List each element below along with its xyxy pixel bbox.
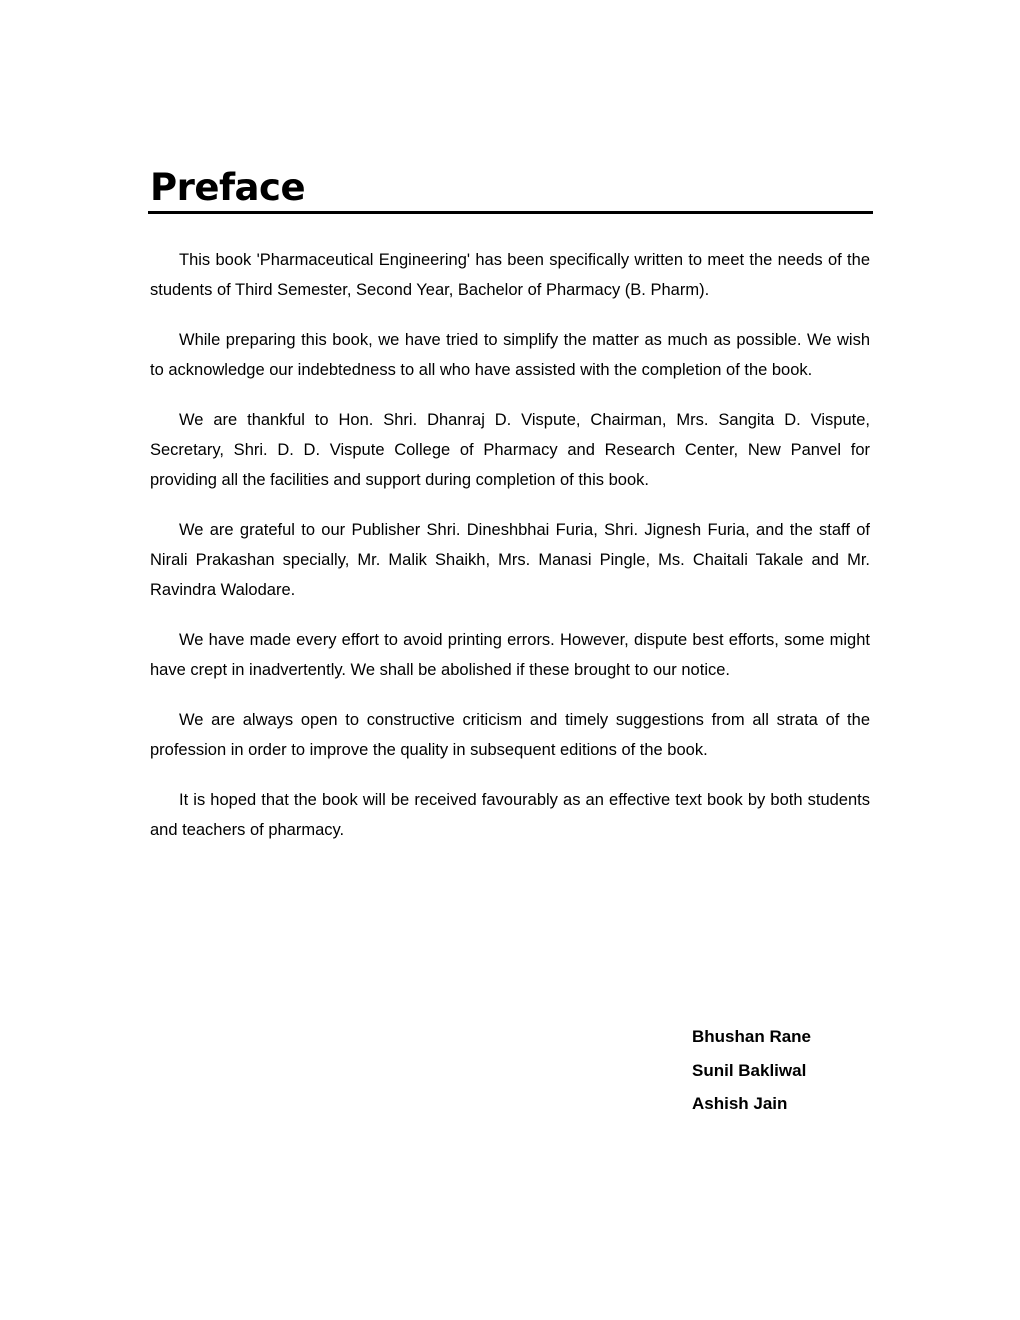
page-title: Preface xyxy=(150,166,306,209)
paragraph: We have made every effort to avoid printing errors. However, dispute best efforts, some might have crept in inadvertently. We shall be abolished if these brought to our notice. xyxy=(150,631,870,679)
paragraph: It is hoped that the book will be received favourably as an effective text book by both students and teachers of pharmacy. xyxy=(150,791,870,839)
paragraph: This book 'Pharmaceutical Engineering' has been specifically written to meet the needs of the students of Third Semester, Second Year, Bachelor of Pharmacy (B. Pharm). xyxy=(150,251,870,299)
paragraph: We are always open to constructive criticism and timely suggestions from all strata of the profession in order to improve the quality in subsequent editions of the book. xyxy=(150,711,870,759)
author-signatures xyxy=(692,1020,811,1121)
author-name: Ashish Jain xyxy=(692,1094,788,1113)
paragraph: We are thankful to Hon. Shri. Dhanraj D. Vispute, Chairman, Mrs. Sangita D. Vispute, Secretary, Shri. D. D. Vispute College of Pharmacy and Research Center, New Panvel for providing all the facilities and support during completion of this book. xyxy=(150,411,870,489)
preface-body xyxy=(150,245,870,865)
paragraph: While preparing this book, we have tried to simplify the matter as much as possible. We wish to acknowledge our indebtedness to all who have assisted with the completion of the book. xyxy=(150,331,870,379)
title-underline xyxy=(148,211,873,214)
author-name: Bhushan Rane xyxy=(692,1027,812,1046)
author-name: Sunil Bakliwal xyxy=(692,1060,807,1080)
paragraph: We are grateful to our Publisher Shri. Dineshbhai Furia, Shri. Jignesh Furia, and the staff of Nirali Prakashan specially, Mr. Malik Shaikh, Mrs. Manasi Pingle, Ms. Chaitali Takale and Mr. Ravindra Walodare. xyxy=(150,521,870,599)
